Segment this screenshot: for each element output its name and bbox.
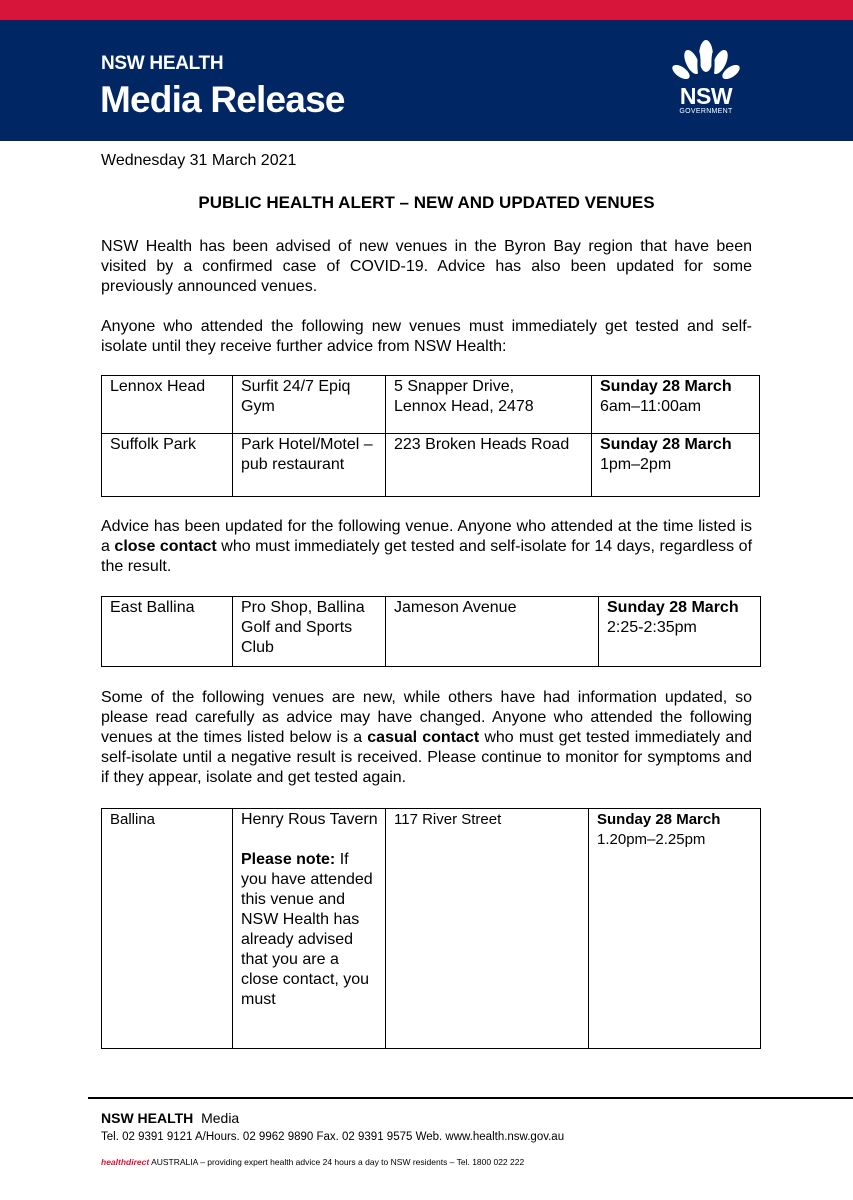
time-text: 1pm–2pm <box>600 456 672 473</box>
area-cell: Suffolk Park <box>102 434 233 497</box>
day-text: Sunday 28 March <box>600 378 732 395</box>
address-line: 5 Snapper Drive, <box>394 378 515 395</box>
table-row <box>102 809 761 1049</box>
new-venues-table <box>101 375 760 497</box>
venue-cell: Pro Shop, Ballina Golf and Sports Club <box>233 597 386 667</box>
top-accent-bar <box>0 0 853 20</box>
address-cell: 117 River Street <box>386 809 589 1049</box>
day-text: Sunday 28 March <box>600 436 732 453</box>
venue-cell <box>233 809 386 1049</box>
casual-contact-emphasis: casual contact <box>367 729 480 746</box>
address-cell: 223 Broken Heads Road <box>386 434 592 497</box>
footer-contacts: Tel. 02 9391 9121 A/Hours. 02 9962 9890 Fax. 02 9391 9575 Web. www.health.nsw.gov.au <box>101 1131 565 1143</box>
release-date: Wednesday 31 March 2021 <box>101 152 297 169</box>
new-venues-paragraph: Anyone who attended the following new venues must immediately get tested and self-isolate until they receive further advice from NSW Health: <box>101 318 752 355</box>
time-text: 6am–11:00am <box>600 398 702 415</box>
day-text: Sunday 28 March <box>597 811 721 828</box>
healthdirect-logo-text: healthdirect <box>101 1157 150 1167</box>
logo-subtitle: GOVERNMENT <box>679 108 733 115</box>
venue-name: Henry Rous Tavern <box>241 811 378 828</box>
logo-wordmark: NSW <box>679 83 733 109</box>
close-contact-paragraph: Advice has been updated for the following venue. Anyone who attended at the time listed is a close contact who must immediately get tested and self-isolate for 14 days, regardless of the result. <box>101 518 753 575</box>
day-text: Sunday 28 March <box>607 599 739 616</box>
date-cell <box>599 597 761 667</box>
page-title: PUBLIC HEALTH ALERT – NEW AND UPDATED VENUES <box>198 193 655 212</box>
footer-healthdirect: healthdirect AUSTRALIA – providing expert health advice 24 hours a day to NSW residents – Tel. 1800 022 222 <box>101 1157 525 1167</box>
venue-cell: Park Hotel/Motel – pub restaurant <box>233 434 386 497</box>
area-cell: East Ballina <box>102 597 233 667</box>
area-cell: Lennox Head <box>102 376 233 434</box>
intro-paragraph: NSW Health has been advised of new venues in the Byron Bay region that have been visited by a confirmed case of COVID-19. Advice has also been updated for some previously announced venues. <box>101 238 752 295</box>
address-cell: Jameson Avenue <box>386 597 599 667</box>
org-line: NSW HEALTH <box>101 53 224 74</box>
address-line: Lennox Head, 2478 <box>394 398 534 415</box>
time-text: 2:25-2:35pm <box>607 619 697 636</box>
close-contact-table <box>101 596 761 667</box>
footer-org: NSW HEALTH Media <box>101 1110 240 1126</box>
address-cell <box>386 376 592 434</box>
casual-contact-table <box>101 808 761 1049</box>
time-text: 1.20pm–2.25pm <box>597 831 706 848</box>
table-row <box>102 376 760 434</box>
area-cell: Ballina <box>102 809 233 1049</box>
casual-contact-paragraph: Some of the following venues are new, while others have had information updated, so please read carefully as advice may have changed. Anyone who attended the following venues at the times listed below is a casual contact who must get tested immediately and self-isolate until a negative result is received. Please continue to monitor for symptoms and if they appear, isolate and get tested again. <box>101 689 753 786</box>
date-cell <box>592 376 760 434</box>
date-cell <box>589 809 761 1049</box>
table-row <box>102 597 761 667</box>
date-cell <box>592 434 760 497</box>
note-text: If you have attended this venue and NSW Health has already advised that you are a close contact, you must <box>241 851 373 1008</box>
document-type: Media Release <box>100 79 345 120</box>
footer-divider <box>88 1097 853 1099</box>
venue-cell: Surfit 24/7 Epiq Gym <box>233 376 386 434</box>
note-label: Please note: <box>241 851 336 868</box>
table-row <box>102 434 760 497</box>
close-contact-emphasis: close contact <box>114 538 217 555</box>
